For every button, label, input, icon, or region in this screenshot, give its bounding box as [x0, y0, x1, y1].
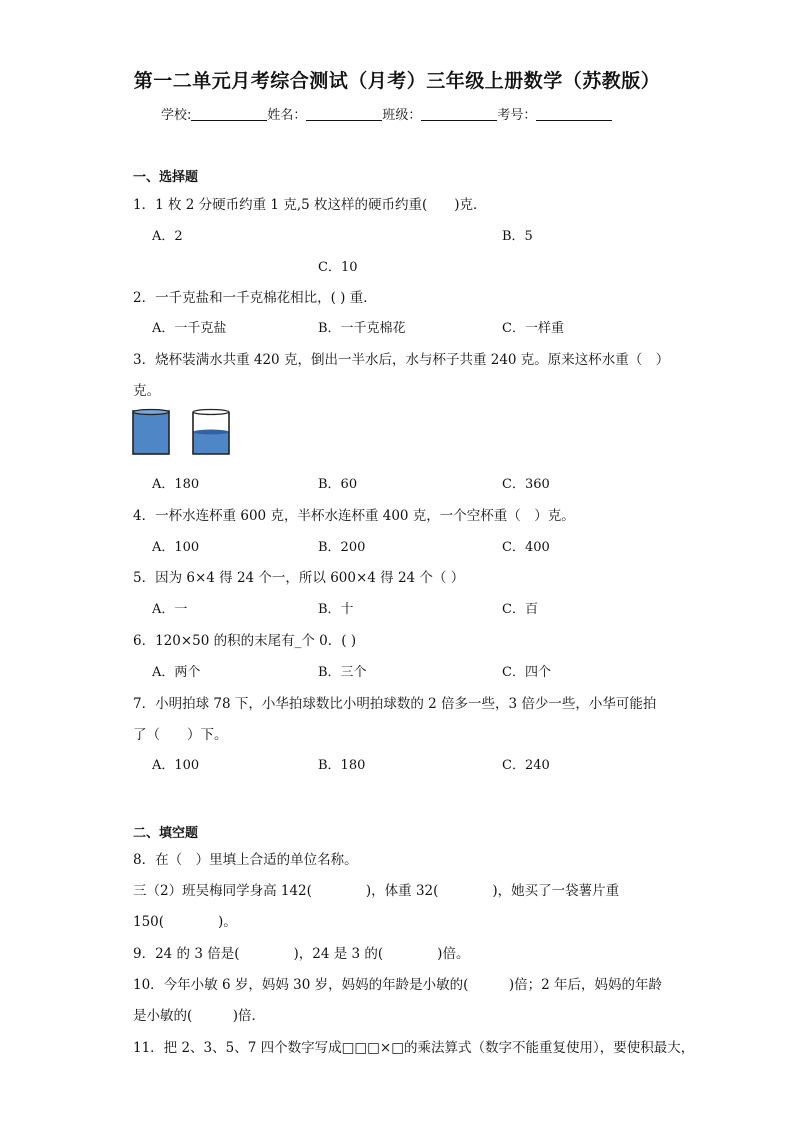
q3-option-b[interactable]: B．60 [318, 477, 358, 492]
q6-option-b[interactable]: B．三个 [318, 665, 367, 680]
name-blank[interactable] [306, 108, 382, 121]
q2-option-b[interactable]: B．一千克棉花 [318, 321, 406, 336]
q4-option-a[interactable]: A．100 [152, 540, 200, 555]
exam-no-blank[interactable] [536, 108, 612, 121]
school-blank[interactable] [191, 108, 267, 121]
student-info-line [161, 104, 612, 123]
class-blank[interactable] [421, 108, 497, 121]
q7-option-b[interactable]: B．180 [318, 758, 366, 773]
question-10-line-1: 10．今年小敏 6 岁，妈妈 30 岁，妈妈的年龄是小敏的( )倍；2 年后，妈妈的年龄 [133, 977, 663, 993]
q7-option-c[interactable]: C．240 [502, 758, 550, 773]
q7-option-a[interactable]: A．100 [152, 758, 200, 773]
q5-option-a[interactable]: A．一 [152, 602, 188, 617]
school-label: 学校: [161, 108, 192, 123]
question-1: 1．1 枚 2 分硬币约重 1 克,5 枚这样的硬币约重( )克． [133, 197, 487, 213]
question-6: 6．120×50 的积的末尾有_个 0．( ) [133, 633, 357, 649]
page-title: 第一二单元月考综合测试（月考）三年级上册数学（苏教版） [133, 70, 661, 92]
question-7-line-2: 了（ ）下。 [133, 727, 228, 743]
question-5: 5．因为 6×4 得 24 个一，所以 600×4 得 24 个（ ） [133, 570, 465, 586]
class-label: 班级： [382, 108, 422, 123]
q3-option-c[interactable]: C．360 [502, 477, 550, 492]
q5-option-c[interactable]: C．百 [502, 602, 538, 617]
question-11-line-1: 11．把 2、3、5、7 四个数字写成□□□×□的乘法算式（数字不能重复使用），要使积最大， [133, 1040, 695, 1056]
section-fill-heading: 二、填空题 [133, 826, 199, 841]
q5-option-b[interactable]: B．十 [318, 602, 354, 617]
q4-option-b[interactable]: B．200 [318, 540, 366, 555]
q2-option-c[interactable]: C．一样重 [502, 321, 564, 336]
q1-option-c[interactable]: C．10 [318, 260, 358, 275]
name-label: 姓名： [267, 108, 307, 123]
q6-option-a[interactable]: A．两个 [152, 665, 201, 680]
question-4: 4．一杯水连杯重 600 克，半杯水连杯重 400 克，一个空杯重（ ）克。 [133, 508, 575, 524]
question-7-line-1: 7．小明拍球 78 下，小华拍球数比小明拍球数的 2 倍多一些，3 倍少一些，小华可能拍 [133, 696, 657, 712]
question-2: 2．一千克盐和一千克棉花相比，( ) 重． [133, 290, 377, 306]
q1-option-a[interactable]: A．2 [152, 229, 183, 244]
question-8-line-2: 三（2）班吴梅同学身高 142( )，体重 32( )，她买了一袋薯片重 [133, 883, 620, 899]
q3-option-a[interactable]: A．180 [152, 477, 200, 492]
question-3-line-1: 3．烧杯装满水共重 420 克，倒出一半水后，水与杯子共重 240 克。原来这杯水重（ ） [133, 352, 670, 368]
q6-option-c[interactable]: C．四个 [502, 665, 551, 680]
question-8-line-3: 150( )。 [133, 914, 237, 930]
q4-option-c[interactable]: C．400 [502, 540, 550, 555]
question-8: 8．在（ ）里填上合适的单位名称。 [133, 852, 358, 868]
section-choice-heading: 一、选择题 [133, 170, 199, 185]
q1-option-b[interactable]: B．5 [502, 229, 533, 244]
exam-no-label: 考号： [497, 108, 537, 123]
q2-option-a[interactable]: A．一千克盐 [152, 321, 227, 336]
question-9: 9．24 的 3 倍是( )，24 是 3 的( )倍。 [133, 946, 470, 962]
beaker-illustration [130, 408, 236, 458]
question-10-line-2: 是小敏的( )倍． [133, 1008, 266, 1024]
question-3-line-2: 克。 [133, 383, 160, 399]
full-beaker-icon [133, 410, 169, 455]
half-beaker-icon [193, 410, 229, 455]
